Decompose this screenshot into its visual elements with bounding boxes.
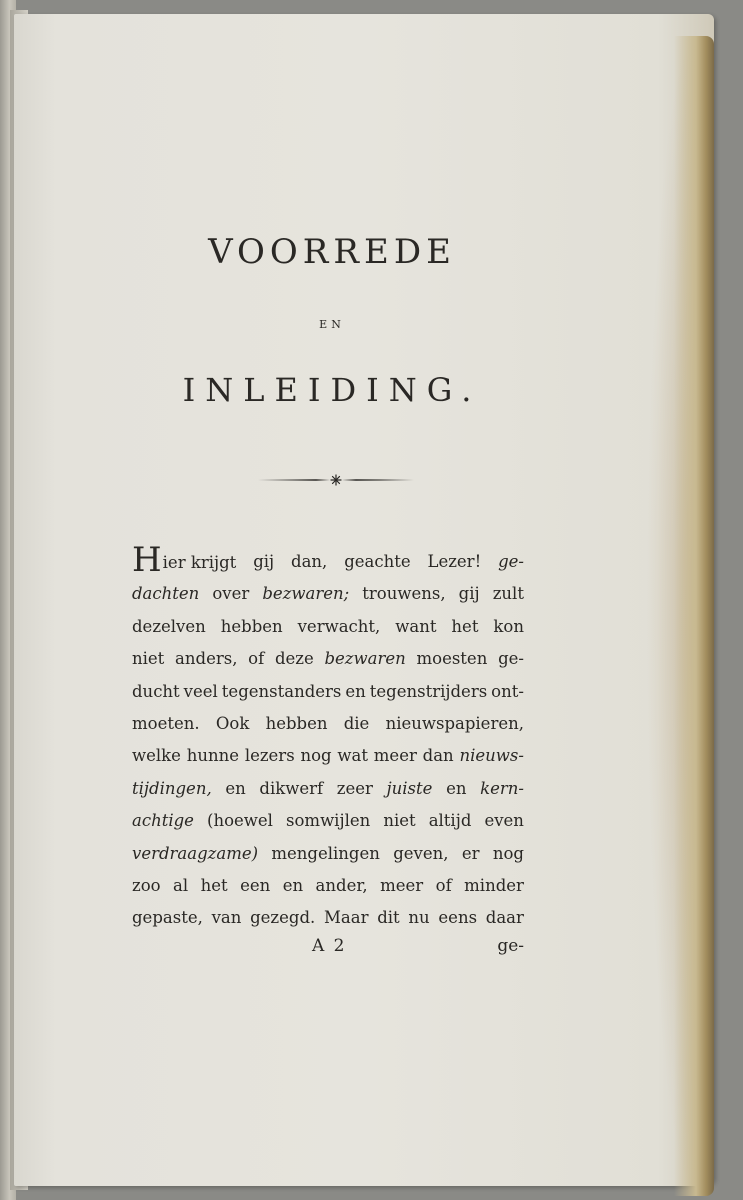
text-line [132, 773, 524, 805]
word: of [435, 875, 452, 895]
word: Maar [324, 908, 369, 928]
word: geven, [393, 843, 449, 863]
word: gij [253, 552, 275, 571]
word [132, 540, 237, 580]
text-line [132, 740, 524, 772]
word: kon [493, 616, 524, 636]
word: bezwaren; [262, 584, 350, 604]
word: meer [373, 746, 417, 766]
word: nieuws- [459, 746, 524, 766]
word: dit [377, 908, 400, 928]
word: eens [438, 908, 478, 928]
word: anders, [175, 649, 238, 669]
word: en [446, 778, 467, 798]
word: hebben [220, 616, 283, 636]
word: ont- [491, 681, 524, 701]
word: nog [492, 843, 524, 863]
word: van [211, 908, 242, 928]
word: tegenstrijders [369, 681, 488, 701]
text-line [132, 578, 524, 610]
title-sub: INLEIDING. [182, 371, 482, 409]
word: daar [485, 908, 524, 928]
word: (hoewel [207, 811, 273, 831]
word: altijd [428, 811, 472, 831]
word: die [343, 713, 370, 733]
word: trouwens, [362, 584, 446, 604]
word: gij [458, 584, 480, 604]
page-fore-edge [674, 36, 714, 1196]
word: nieuwspapieren, [385, 713, 524, 733]
body-text [132, 540, 524, 935]
word: achtige [132, 811, 194, 831]
word: moesten [416, 649, 488, 669]
word: al [173, 875, 189, 895]
word: hunne [186, 746, 240, 766]
word: deze [274, 649, 314, 669]
title-conjunction: EN [319, 318, 345, 331]
word: en [225, 778, 246, 798]
word: een [240, 875, 271, 895]
text-line [132, 643, 524, 675]
word: ge- [498, 649, 524, 669]
word: en [345, 681, 366, 701]
word: dezelven [132, 616, 206, 636]
word: ducht [132, 681, 180, 701]
word: nog [300, 746, 332, 766]
word: zoo [132, 875, 161, 895]
word: mengelingen [271, 843, 380, 863]
text-line [132, 838, 524, 870]
word: even [484, 811, 524, 831]
word: hebben [265, 713, 328, 733]
text-line [132, 611, 524, 643]
word: moeten. [132, 713, 200, 733]
word: zult [492, 584, 524, 604]
word: Lezer! [427, 552, 482, 571]
word: minder [464, 875, 524, 895]
book-page [14, 14, 714, 1186]
word: ier krijgt [162, 553, 237, 572]
word: bezwaren [324, 649, 406, 669]
text-line [132, 540, 524, 580]
word: dan, [291, 552, 328, 571]
word: ander, [315, 875, 368, 895]
text-line [132, 676, 524, 708]
word: Ook [215, 713, 250, 733]
word: dachten [132, 584, 200, 604]
word: verdraagzame) [132, 843, 259, 863]
word: dikwerf [259, 778, 324, 798]
word: of [248, 649, 265, 669]
word: er [461, 843, 480, 863]
word: kern- [480, 778, 524, 798]
text-line [132, 708, 524, 740]
word: het [451, 616, 479, 636]
dash-star-dash-ornament-icon [256, 474, 416, 486]
word: lezers [244, 746, 295, 766]
word: geachte [344, 552, 411, 571]
title-main: VOORREDE [208, 232, 456, 272]
drop-cap: H [132, 540, 162, 580]
word: niet [383, 811, 416, 831]
word: somwijlen [286, 811, 371, 831]
word: verwacht, [297, 616, 381, 636]
text-line [132, 805, 524, 837]
word: welke [132, 746, 181, 766]
word: nu [408, 908, 430, 928]
word: dan [422, 746, 454, 766]
catchword: ge- [497, 936, 524, 956]
word: ge- [498, 552, 524, 571]
word: want [395, 616, 437, 636]
word: veel [183, 681, 218, 701]
word: meer [380, 875, 424, 895]
page-footer [132, 936, 524, 966]
text-line [132, 902, 524, 934]
word: gezegd. [250, 908, 316, 928]
word: tegenstanders [221, 681, 342, 701]
word: over [212, 584, 250, 604]
word: het [200, 875, 228, 895]
word: juiste [386, 778, 433, 798]
word: zeer [336, 778, 373, 798]
word: gepaste, [132, 908, 203, 928]
word: tijdingen, [132, 778, 212, 798]
word: niet [132, 649, 165, 669]
text-line [132, 870, 524, 902]
page-content [132, 14, 532, 1186]
word: en [282, 875, 304, 895]
word: wat [337, 746, 368, 766]
signature-mark: A 2 [312, 936, 347, 956]
